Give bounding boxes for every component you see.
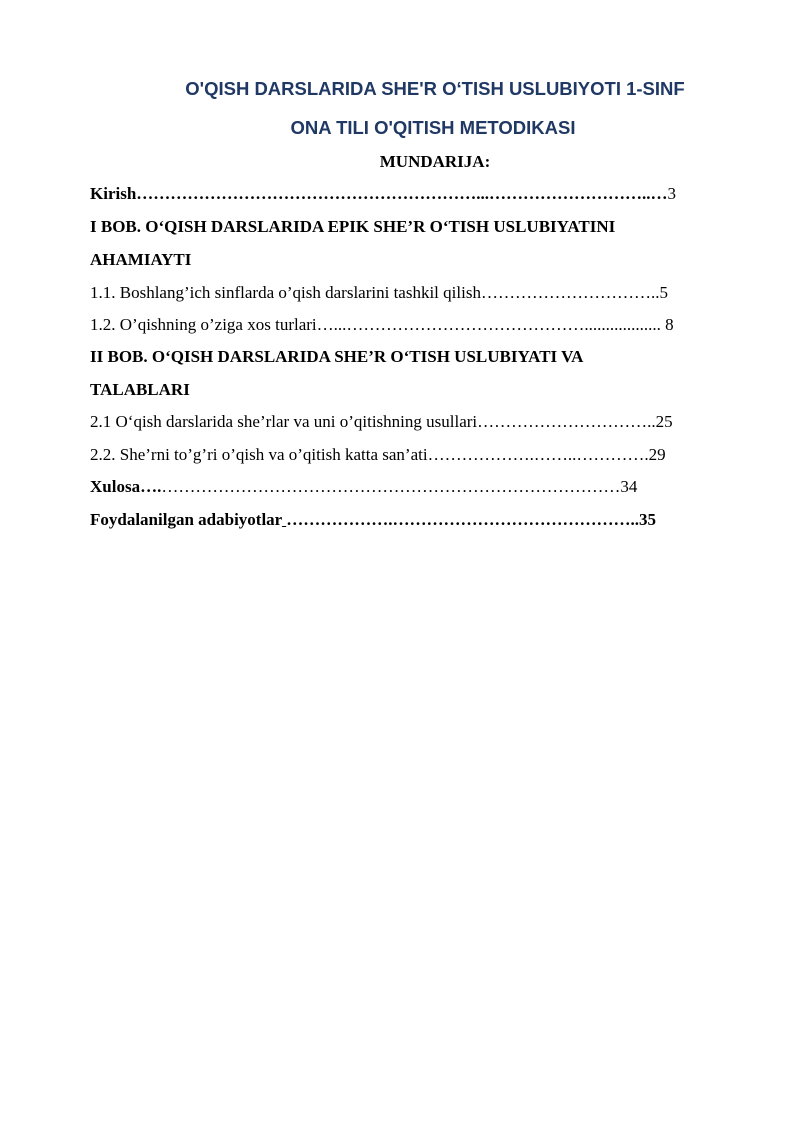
- contents-heading: MUNDARIJA:: [379, 152, 491, 171]
- toc-page-number: 35: [638, 510, 656, 529]
- toc-entry-text: 2.2. She’rni to’g’ri o’qish va o’qitish katta san’ati: [90, 445, 428, 464]
- toc-entry-text: Kirish: [90, 184, 137, 203]
- toc-page-number: 5: [659, 283, 668, 302]
- toc-entry-text: 1.1. Boshlang’ich sinflarda o’qish darslarini tashkil qilish: [90, 283, 481, 302]
- toc-entry-2-2[interactable]: [90, 444, 736, 466]
- toc-entry-text: Xulosa: [90, 477, 141, 496]
- toc-leader-dots: …………………………..: [480, 283, 660, 302]
- toc-entry-conclusion[interactable]: [90, 476, 736, 498]
- toc-page-number: 29: [648, 445, 666, 464]
- toc-entry-text: Foydalanilgan adabiyotlar: [90, 510, 282, 529]
- toc-chapter-2-line1[interactable]: II BOB. O‘QISH DARSLARIDA SHE’R O‘TISH USLUBIYATI VA: [90, 347, 584, 366]
- toc-chapter-2-line2[interactable]: TALABLARI: [90, 380, 190, 399]
- document-title-line2: ONA TILI O'QITISH METODIKASI: [290, 117, 576, 138]
- toc-entry-intro[interactable]: [90, 183, 736, 205]
- toc-chapter-1-line1[interactable]: I BOB. O‘QISH DARSLARIDA EPIK SHE’R O‘TISH USLUBIYATINI: [90, 217, 616, 236]
- toc-page-number: 25: [655, 412, 673, 431]
- toc-entry-text: 1.2. O’qishning o’ziga xos turlari: [90, 315, 317, 334]
- toc-entry-references[interactable]: [90, 509, 736, 531]
- toc-leader-dots: …………………………..: [477, 412, 656, 431]
- toc-leader-dots: ………………………………………………………………………: [161, 477, 621, 496]
- toc-leader-dots: ……………….……………………………………..: [286, 510, 639, 529]
- toc-entry-1-2[interactable]: [90, 314, 736, 336]
- toc-entry-2-1[interactable]: [90, 411, 736, 433]
- toc-entry-text: 2.1 O‘qish darslarida she’rlar va uni o’qitishning usullari: [90, 412, 478, 431]
- toc-chapter-1-line2[interactable]: AHAMIAYTI: [90, 250, 192, 269]
- toc-leader-dots: …...……………………………………..................: [316, 315, 666, 334]
- toc-entry-1-1[interactable]: [90, 282, 736, 304]
- toc-page-number: 3: [667, 184, 677, 203]
- toc-leader-dots-bold: ….: [140, 477, 162, 496]
- toc-page-number: 34: [620, 477, 638, 496]
- toc-page-number: 8: [665, 315, 674, 334]
- document-title-line1: O'QISH DARSLARIDA SHE'R O‘TISH USLUBIYOTI 1-SINF: [185, 78, 685, 99]
- toc-leader-dots: ……………………………………………………...………………………..…: [136, 184, 668, 203]
- toc-leader-dots: ……………….……..………….: [427, 445, 649, 464]
